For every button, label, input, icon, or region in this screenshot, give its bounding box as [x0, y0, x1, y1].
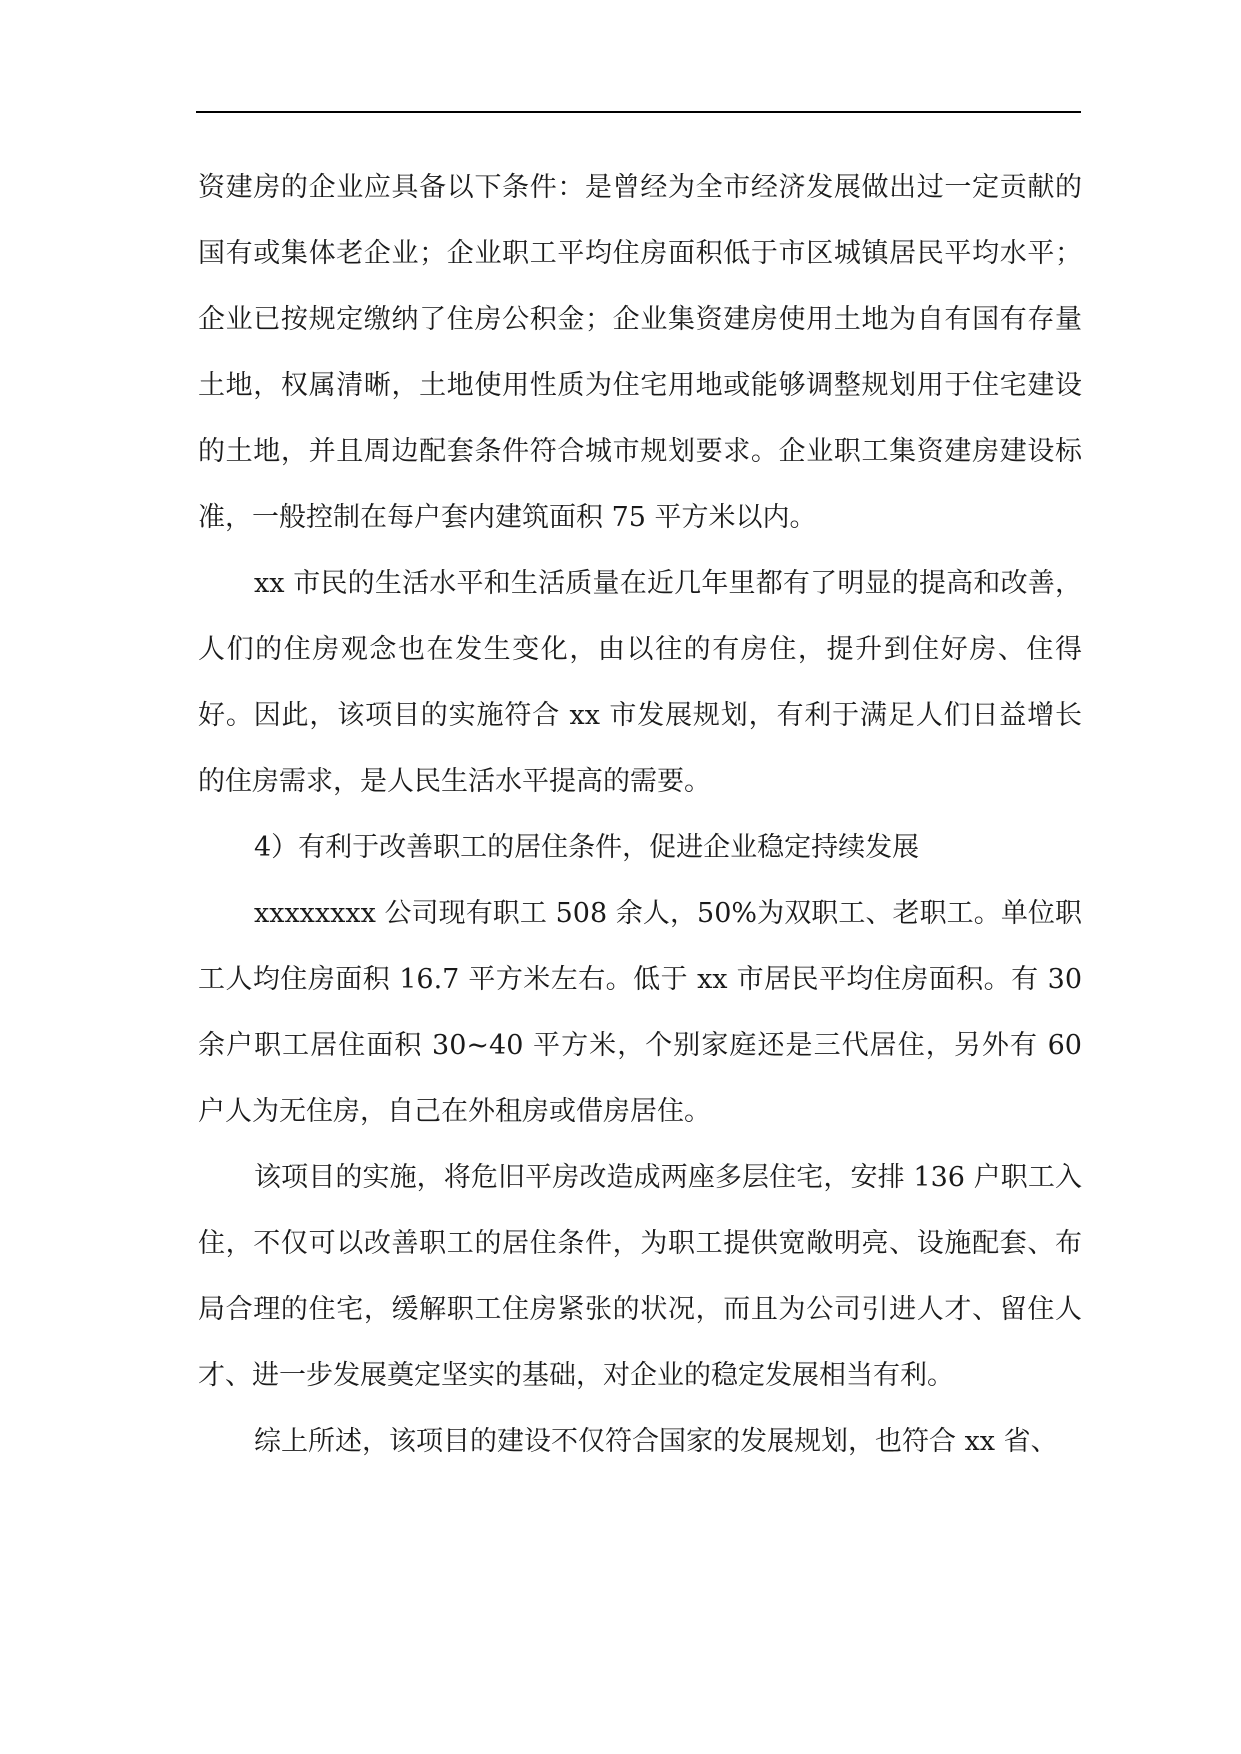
- paragraph-5: 综上所述，该项目的建设不仅符合国家的发展规划，也符合 xx 省、: [254, 1426, 1058, 1457]
- paragraph-3: xxxxxxxx 公司现有职工 508 余人，50%为双职工、老职工。单位职工人均住房面积 16.7 平方米左右。低于 xx 市居民平均住房面积。有 30 余户职工居住面积 30~40 平方米，个别家庭还是三代居住，另外有 60 户人为无住房，自己在外租房或借房居住。: [198, 898, 1082, 1127]
- header-rule: [196, 111, 1081, 113]
- paragraph-2: xx 市民的生活水平和生活质量在近几年里都有了明显的提高和改善，人们的住房观念也在发生变化，由以往的有房住，提升到住好房、住得好。因此，该项目的实施符合 xx 市发展规划，有利于满足人们日益增长的住房需求，是人民生活水平提高的需要。: [198, 568, 1082, 797]
- paragraph-4: 该项目的实施，将危旧平房改造成两座多层住宅，安排 136 户职工入住，不仅可以改善职工的居住条件，为职工提供宽敞明亮、设施配套、布局合理的住宅，缓解职工住房紧张的状况，而且为公司引进人才、留住人才、进一步发展奠定坚实的基础，对企业的稳定发展相当有利。: [198, 1162, 1082, 1391]
- section-heading-4: 4）有利于改善职工的居住条件，促进企业稳定持续发展: [254, 832, 920, 863]
- document-body: [198, 155, 1082, 1475]
- paragraph-1: 资建房的企业应具备以下条件：是曾经为全市经济发展做出过一定贡献的国有或集体老企业；企业职工平均住房面积低于市区城镇居民平均水平；企业已按规定缴纳了住房公积金；企业集资建房使用土地为自有国有存量土地，权属清晰，土地使用性质为住宅用地或能够调整规划用于住宅建设的土地，并且周边配套条件符合城市规划要求。企业职工集资建房建设标准，一般控制在每户套内建筑面积 75 平方米以内。: [198, 172, 1082, 533]
